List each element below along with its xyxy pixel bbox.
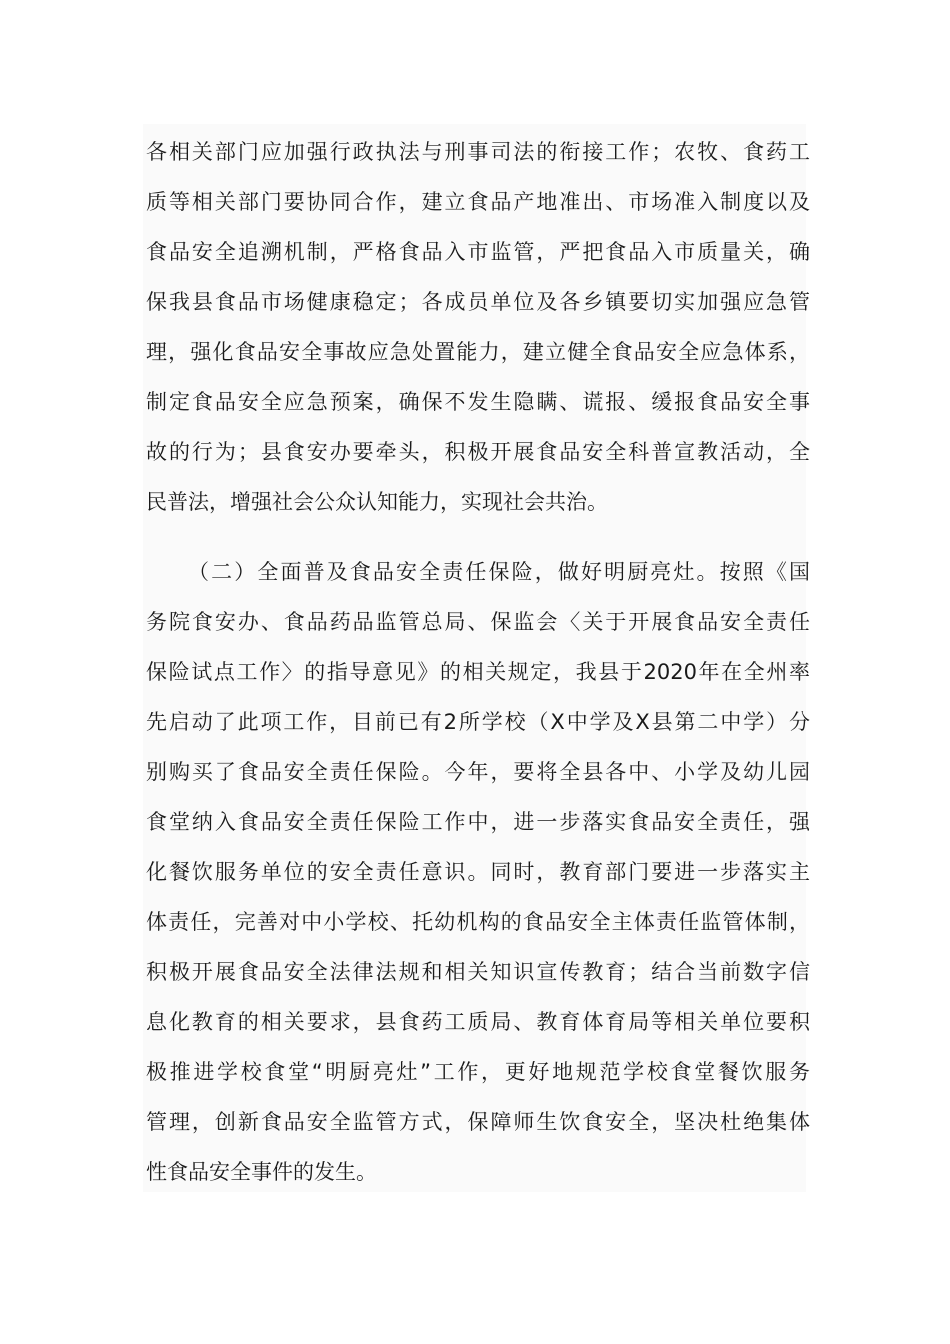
text-line: 息化教育的相关要求，县食药工质局、教育体育局等相关单位要积 xyxy=(146,1010,810,1034)
text-line: 管理，创新食品安全监管方式，保障师生饮食安全，坚决杜绝集体 xyxy=(146,1110,810,1134)
text-line: 化餐饮服务单位的安全责任意识。同时，教育部门要进一步落实主 xyxy=(146,860,810,884)
text-line: 务院食安办、食品药品监管总局、保监会〈关于开展食品安全责任 xyxy=(146,610,810,634)
text-line: 积极开展食品安全法律法规和相关知识宣传教育；结合当前数字信 xyxy=(146,960,810,984)
text-line: 先启动了此项工作，目前已有2所学校（X中学及X县第二中学）分 xyxy=(146,710,810,734)
text-line: （二）全面普及食品安全责任保险，做好明厨亮灶。按照《国 xyxy=(188,560,810,584)
text-line: 食品安全追溯机制，严格食品入市监管，严把食品入市质量关，确 xyxy=(146,240,810,264)
text-line: 保我县食品市场健康稳定；各成员单位及各乡镇要切实加强应急管 xyxy=(146,290,810,314)
text-line: 质等相关部门要协同合作，建立食品产地准出、市场准入制度以及 xyxy=(146,190,810,214)
text-line: 性食品安全事件的发生。 xyxy=(146,1160,377,1184)
text-line: 各相关部门应加强行政执法与刑事司法的衔接工作；农牧、食药工 xyxy=(146,140,810,164)
text-line: 食堂纳入食品安全责任保险工作中，进一步落实食品安全责任，强 xyxy=(146,810,810,834)
text-line: 民普法，增强社会公众认知能力，实现社会共治。 xyxy=(146,490,608,514)
text-line: 故的行为；县食安办要牵头，积极开展食品安全科普宣教活动，全 xyxy=(146,440,810,464)
text-line: 制定食品安全应急预案，确保不发生隐瞒、谎报、缓报食品安全事 xyxy=(146,390,810,414)
text-line: 保险试点工作〉的指导意见》的相关规定，我县于2020年在全州率 xyxy=(146,660,810,684)
text-line: 极推进学校食堂“明厨亮灶”工作，更好地规范学校食堂餐饮服务 xyxy=(146,1060,810,1084)
text-line: 别购买了食品安全责任保险。今年，要将全县各中、小学及幼儿园 xyxy=(146,760,810,784)
text-line: 理，强化食品安全事故应急处置能力，建立健全食品安全应急体系， xyxy=(146,340,810,364)
text-line: 体责任，完善对中小学校、托幼机构的食品安全主体责任监管体制， xyxy=(146,910,810,934)
